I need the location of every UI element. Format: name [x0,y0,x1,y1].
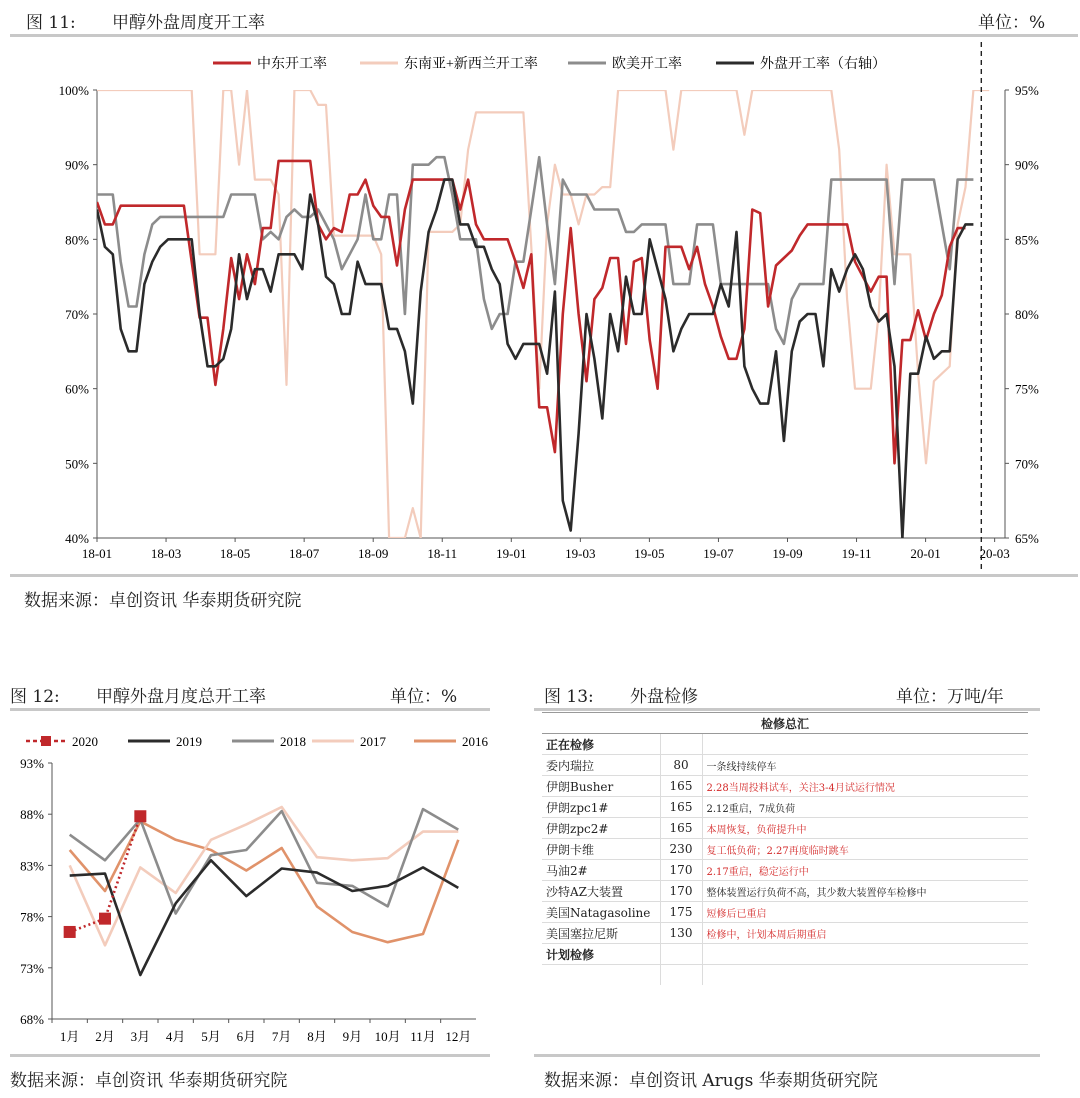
plant-name: 伊朗zpc1# [542,797,660,818]
plant-status-note: 2.12重启，7成负荷 [702,797,1028,818]
plant-capacity: 130 [660,923,702,944]
table-row [542,881,1028,902]
section-planned-row [542,944,1028,965]
fig13-source: 数据来源：卓创资讯 Arugs 华泰期货研究院 [544,1071,878,1091]
x-tick-label: 5月 [201,1029,221,1044]
y-tick-label: 73% [20,960,44,976]
weekly-utilization-chart [0,40,1080,570]
x-tick-label: 20-03 [979,546,1010,561]
fig13-top-rule [534,708,1040,711]
y-right-tick-label: 70% [1015,456,1039,472]
x-tick-label: 7月 [271,1029,292,1044]
table-title-row [542,713,1028,734]
table-row [542,923,1028,944]
plant-status-note: 2.28当周投料试车，关注3-4月试运行情况 [702,776,1028,797]
plant-status-note: 本周恢复，负荷提升中 [702,818,1028,839]
plant-capacity: 230 [660,839,702,860]
fig11-bottom-rule [10,574,1078,577]
x-tick-label: 19-07 [703,546,734,561]
fig12-title: 甲醇外盘月度总开工率 [96,687,266,707]
y-tick-label: 83% [20,858,44,874]
legend-label: 东南亚+新西兰开工率 [404,57,538,72]
fig11-unit: 单位：% [978,13,1046,33]
legend-label: 2017 [360,734,386,749]
y-tick-label: 88% [20,807,44,823]
table-row [542,818,1028,839]
x-tick-label: 3月 [130,1029,151,1044]
table-row [542,755,1028,776]
x-tick-label: 19-09 [772,546,803,561]
plant-capacity: 175 [660,902,702,923]
plant-status-note: 一条线持续停车 [702,755,1028,776]
legend-label: 中东开工率 [257,57,327,72]
legend-label: 外盘开工率（右轴） [760,57,886,72]
x-tick-label: 18-11 [427,546,458,561]
fig12-bottom-rule [10,1054,490,1057]
monthly-utilization-chart [0,712,500,1052]
plant-name: 伊朗zpc2# [542,818,660,839]
x-tick-label: 10月 [374,1029,401,1044]
fig11-label: 图 11: [26,13,76,33]
series-marker [134,810,146,822]
x-tick-label: 18-03 [150,546,182,561]
fig12-unit: 单位：% [390,687,458,707]
table-row [542,860,1028,881]
plant-name: 沙特AZ大装置 [542,881,660,902]
fig12-label: 图 12: [10,687,60,707]
legend-label: 2019 [176,734,202,749]
x-tick-label: 19-05 [634,546,665,561]
fig11-title: 甲醇外盘周度开工率 [112,13,265,33]
plant-name: 美国Natagasoline [542,902,660,923]
section-current-label: 正在检修 [542,734,660,755]
table-title: 检修总汇 [542,713,1028,734]
plant-name: 委内瑞拉 [542,755,660,776]
x-tick-label: 4月 [165,1029,186,1044]
table-row [542,797,1028,818]
fig11-source: 数据来源：卓创资讯 华泰期货研究院 [24,591,302,611]
y-right-tick-label: 65% [1015,531,1039,546]
y-tick-label: 78% [20,909,44,925]
x-tick-label: 19-03 [565,546,596,561]
plant-status-note: 整体装置运行负荷不高，其少数大装置停车检修中 [702,881,1028,902]
fig12-top-rule [10,708,490,711]
plant-status-note: 复工低负荷；2.27再度临时跳车 [702,839,1028,860]
y-tick-label: 93% [20,756,44,771]
fig13-unit: 单位：万吨/年 [896,687,1004,707]
x-tick-label: 1月 [59,1029,80,1044]
fig12-source: 数据来源：卓创资讯 华泰期货研究院 [10,1071,288,1091]
x-tick-label: 11月 [410,1029,436,1044]
series-line-2019 [70,860,459,975]
fig13-label: 图 13: [544,687,594,707]
x-tick-label: 18-07 [288,546,320,561]
y-left-tick-label: 70% [65,307,89,322]
plant-status-note: 检修中，计划本周后期重启 [702,923,1028,944]
plant-capacity: 170 [660,881,702,902]
legend-label: 2020 [72,734,98,749]
x-tick-label: 18-05 [219,546,251,561]
series-marker [64,926,76,938]
y-right-tick-label: 85% [1015,232,1039,248]
plant-status-note: 2.17重启，稳定运行中 [702,860,1028,881]
fig13-title: 外盘检修 [630,687,698,707]
series-line-2018 [70,809,459,913]
section-planned-label: 计划检修 [542,944,660,965]
table-row [542,902,1028,923]
plant-name: 伊朗Busher [542,776,660,797]
y-tick-label: 68% [20,1012,44,1027]
legend-label: 2016 [462,734,488,749]
plant-capacity: 170 [660,860,702,881]
plant-name: 伊朗卡维 [542,839,660,860]
x-tick-label: 9月 [342,1029,363,1044]
x-tick-label: 18-01 [81,546,113,561]
empty-row [542,965,1028,986]
plant-capacity: 165 [660,797,702,818]
x-tick-label: 19-01 [496,546,527,561]
y-left-tick-label: 40% [65,531,89,546]
plant-name: 美国塞拉尼斯 [542,923,660,944]
x-tick-label: 6月 [236,1029,257,1044]
legend-label: 欧美开工率 [612,57,682,72]
series-line-3 [97,180,973,538]
plant-capacity: 80 [660,755,702,776]
table-row [542,776,1028,797]
y-right-tick-label: 95% [1015,83,1039,98]
x-tick-label: 2月 [95,1029,115,1044]
section-current-row [542,734,1028,755]
x-tick-label: 12月 [445,1029,472,1044]
series-line-1 [97,90,989,538]
legend-label: 2018 [280,734,306,749]
y-left-tick-label: 60% [65,381,89,397]
plant-capacity: 165 [660,818,702,839]
series-marker [99,913,111,925]
y-left-tick-label: 100% [58,83,89,98]
table-row [542,839,1028,860]
plant-status-note: 短修后已重启 [702,902,1028,923]
x-tick-label: 19-11 [841,546,872,561]
x-tick-label: 8月 [307,1029,327,1044]
plant-capacity: 165 [660,776,702,797]
legend-marker [41,736,51,746]
fig13-bottom-rule [534,1054,1040,1057]
y-right-tick-label: 90% [1015,157,1039,173]
x-tick-label: 20-01 [910,546,941,561]
plant-name: 马油2# [542,860,660,881]
x-tick-label: 18-09 [358,546,389,561]
y-left-tick-label: 80% [65,232,89,248]
y-left-tick-label: 90% [65,157,89,173]
y-right-tick-label: 80% [1015,307,1039,322]
maintenance-table [542,712,1028,985]
y-right-tick-label: 75% [1015,381,1039,397]
y-left-tick-label: 50% [65,456,89,472]
fig11-top-rule [10,34,1078,37]
